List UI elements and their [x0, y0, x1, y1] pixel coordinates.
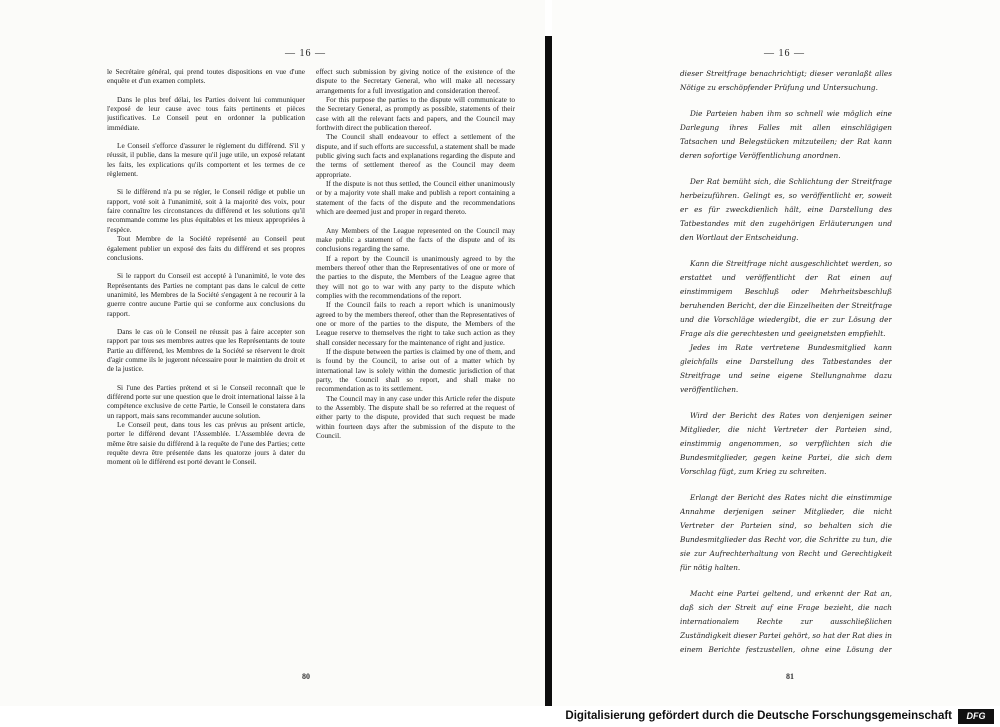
- dfg-logo: DFG: [958, 709, 994, 724]
- right-page-header: — 16 —: [764, 48, 805, 59]
- right-page-number: 81: [786, 672, 794, 681]
- english-paragraph: The Council may in any case under this Article refer the dispute to the Assembly. The dispute shall be so referred at the request of either party to the dispute, provided that such request be made within fourteen days after the submission of the dispute to the Council.: [316, 393, 515, 441]
- left-page-header: — 16 —: [285, 48, 326, 59]
- book-gutter: [545, 36, 552, 710]
- french-text-column: [107, 67, 305, 657]
- english-paragraph: The Council shall endeavour to effect a settlement of the dispute, and if such efforts are successful, a statement shall be made public giving such facts and explanations regarding the dispute and the terms of settlement thereof as the Council may deem appropriate.: [316, 132, 515, 179]
- french-paragraph: le Secrétaire général, qui prend toutes dispositions en vue d'une enquête et d'un examen complets.: [107, 67, 305, 86]
- german-paragraph: Der Rat bemüht sich, die Schlichtung der Streitfrage herbeizuführen. Gelingt es, so veröffentlicht er, soweit er es für zweckdienlich hält, eine Darstellung des Tatbestandes mit den zugehörigen Erläuterungen und den Wortlaut der Entscheidung.: [680, 177, 892, 242]
- french-paragraph: Le Conseil s'efforce d'assurer le règlement du différend. S'il y réussit, il publie, dans la mesure qu'il juge utile, un exposé relatant les faits, les explications qu'ils comportent et les termes de ce règlement.: [107, 141, 305, 179]
- french-paragraph: Si le différend n'a pu se régler, le Conseil rédige et publie un rapport, voté soit à l'unanimité, soit à la majorité des voix, pour faire connaître les circonstances du différend et les solutions qu'il recommande comme les plus équitables et les mieux appropriées à l'espèce.: [107, 187, 305, 234]
- dfg-credit-text: Digitalisierung gefördert durch die Deutsche Forschungsgemeinschaft: [565, 710, 952, 722]
- french-paragraph: Dans le plus bref délai, les Parties doivent lui communiquer l'exposé de leur cause avec tous faits pertinents et pièces justificatives. Le Conseil peut en ordonner la publication immédiate.: [107, 94, 305, 132]
- german-paragraph: Erlangt der Bericht des Rates nicht die einstimmige Annahme derjenigen seiner Mitglieder, die nicht Vertreter der Parteien sind, so behalten sich die Bundesmitglieder das Recht vor, die Schritte zu tun, die sie zur Aufrechterhaltung von Recht und Gerechtigkeit für nötig halten.: [680, 493, 892, 572]
- english-paragraph: For this purpose the parties to the dispute will communicate to the Secretary General, as promptly as possible, statements of their case with all the relevant facts and papers, and the Council may forthwith direct the publication thereof.: [316, 95, 515, 133]
- french-paragraph: Si le rapport du Conseil est accepté à l'unanimité, le vote des Représentants des Parties ne comptant pas dans le calcul de cette unanimité, les Membres de la Société s'engagent à ne recourir à la guerre contre aucune Partie qui se conforme aux conclusions du rapport.: [107, 271, 305, 318]
- english-paragraph: If the dispute is not thus settled, the Council either unanimously or by a majority vote shall make and publish a report containing a statement of the facts of the dispute and the recommendations which are deemed just and proper in regard thereto.: [316, 179, 515, 217]
- german-paragraph: dieser Streitfrage benachrichtigt; dieser veranlaßt alles Nötige zu erschöpfender Prüfung und Untersuchung.: [680, 69, 892, 92]
- english-paragraph: If a report by the Council is unanimously agreed to by the members thereof other than the Representatives of one or more of the parties to the dispute, the Members of the League agree that they will not go to war with any party to the dispute which complies with the recommendations of the report.: [316, 253, 515, 300]
- french-paragraph: Le Conseil peut, dans tous les cas prévus au présent article, porter le différend devant l'Assemblée. L'Assemblée devra de même être saisie du différend à la requête de l'une des Parties; cette requête devra être présentée dans les quatorze jours à dater du moment où le différend est porté devant le Conseil.: [107, 420, 305, 467]
- german-paragraph: Jedes im Rate vertretene Bundesmitglied kann gleichfalls eine Darstellung des Tatbestandes der Streitfrage und seine eigene Stellungnahme dazu veröffentlichen.: [680, 343, 892, 394]
- english-paragraph: If the dispute between the parties is claimed by one of them, and is found by the Council, to arise out of a matter which by international law is solely within the domestic jurisdiction of that party, the Council shall so report, and shall make no recommendation as to its settlement.: [316, 346, 515, 394]
- french-paragraph: Dans le cas où le Conseil ne réussit pas à faire accepter son rapport par tous ses membres autres que les Représentants de toute Partie au différend, les Membres de la Société se réservent le droit d'agir comme ils le jugeront nécessaire pour le maintien du droit et de la justice.: [107, 326, 305, 374]
- german-paragraph: Kann die Streitfrage nicht ausgeschlichtet werden, so erstattet und veröffentlicht der Rat einen auf einstimmigem Beschluß oder Mehrheitsbeschluß beruhenden Bericht, der die Einzelheiten der Streitfrage und die Vorschläge wiedergibt, die er zur Lösung der Frage als die gerechtesten und geeignetsten empfiehlt.: [680, 259, 892, 338]
- french-paragraph: Si l'une des Parties prétend et si le Conseil reconnaît que le différend porte sur une question que le droit international laisse à la compétence exclusive de cette Partie, le Conseil le constatera dans un rapport, mais sans recommander aucune solution.: [107, 382, 305, 420]
- english-text-column: [316, 67, 515, 657]
- french-paragraph: Tout Membre de la Société représenté au Conseil peut également publier un exposé des faits du différend et ses propres conclusions.: [107, 234, 305, 262]
- german-paragraph: Wird der Bericht des Rates von denjenigen seiner Mitglieder, die nicht Vertreter der Parteien sind, einstimmig angenommen, so verpflichten sich die Bundesmitglieder, gegen keine Partei, die sich dem Vorschlag fügt, zum Krieg zu schreiten.: [680, 411, 892, 476]
- digitization-footer: [0, 706, 1000, 727]
- german-paragraph: Macht eine Partei geltend, und erkennt der Rat an, daß sich der Streit auf eine Frage bezieht, die nach internationalem Rechte zur ausschließlichen Zuständigkeit dieser Partei gehört, so hat der Rat dies in einem Berichte festzustellen, ohne eine Lösung der: [680, 589, 892, 654]
- left-page-number: 80: [302, 672, 310, 681]
- german-text-column: [680, 67, 892, 657]
- german-paragraph: Die Parteien haben ihm so schnell wie möglich eine Darlegung ihres Falles mit allen einschlägigen Tatsachen und Belegstücken mitzuteilen; der Rat kann deren sofortige Veröffentlichung anordnen.: [680, 109, 892, 160]
- english-paragraph: effect such submission by giving notice of the existence of the dispute to the Secretary General, who will make all necessary arrangements for a full investigation and consideration thereof.: [316, 67, 515, 95]
- english-paragraph: If the Council fails to reach a report which is unanimously agreed to by the members thereof, other than the Representatives of one or more of the parties to the dispute, the Members of the League reserve to themselves the right to take such action as they shall consider necessary for the maintenance of right and justice.: [316, 300, 515, 347]
- english-paragraph: Any Members of the League represented on the Council may make public a statement of the facts of the dispute and of its conclusions regarding the same.: [316, 225, 515, 254]
